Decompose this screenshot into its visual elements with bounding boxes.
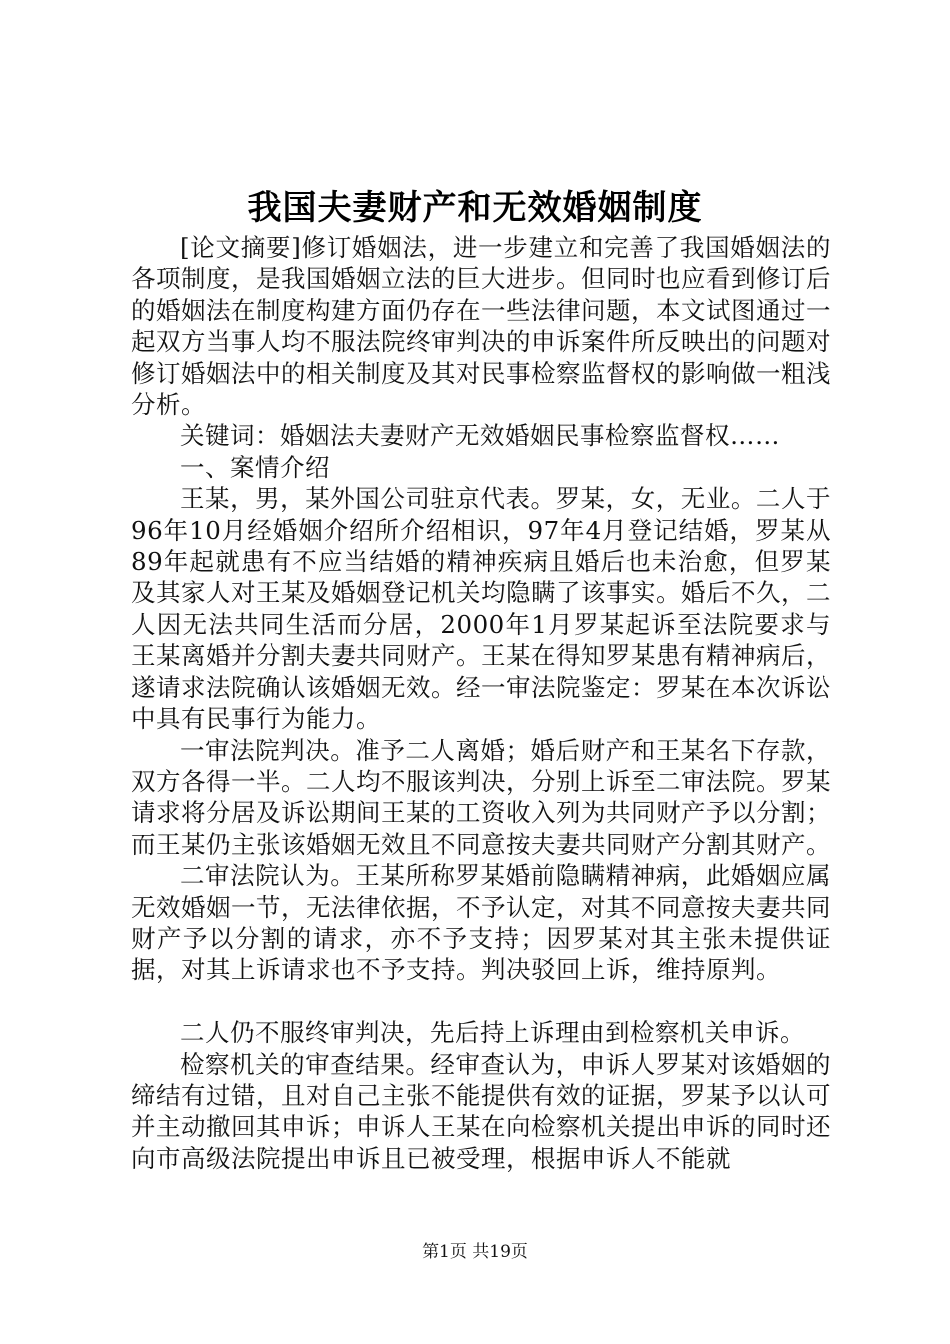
body-paragraph: 一审法院判决。准予二人离婚；婚后财产和王某名下存款，双方各得一半。二人均不服该判决，分别上诉至二审法院。罗某请求将分居及诉讼期间王某的工资收入列为共同财产予以分割；而王某仍主张该婚姻无效且不同意按夫妻共同财产分割其财产。 bbox=[131, 735, 831, 859]
page-number-footer: 第1页 共19页 bbox=[422, 1242, 528, 1262]
body-paragraph: 检察机关的审查结果。经审查认为，申诉人罗某对该婚姻的缔结有过错，且对自己主张不能提供有效的证据，罗某予以认可并主动撤回其申诉；申诉人王某在向检察机关提出申诉的同时还向市高级法院提出申诉且已被受理，根据申诉人不能就 bbox=[131, 1049, 831, 1173]
body-paragraph: 王某，男，某外国公司驻京代表。罗某，女，无业。二人于96年10月经婚姻介绍所介绍相识，97年4月登记结婚，罗某从89年起就患有不应当结婚的精神疾病且婚后也未治愈，但罗某及其家人对王某及婚姻登记机关均隐瞒了该事实。婚后不久，二人因无法共同生活而分居，2000年1月罗某起诉至法院要求与王某离婚并分割夫妻共同财产。王某在得知罗某患有精神病后，遂请求法院确认该婚姻无效。经一审法院鉴定：罗某在本次诉讼中具有民事行为能力。 bbox=[131, 484, 831, 734]
document-title: 我国夫妻财产和无效婚姻制度 bbox=[247, 188, 703, 228]
keywords-paragraph: 关键词：婚姻法夫妻财产无效婚姻民事检察监督权…… bbox=[180, 421, 780, 451]
abstract-paragraph: [论文摘要]修订婚姻法，进一步建立和完善了我国婚姻法的各项制度，是我国婚姻立法的巨大进步。但同时也应看到修订后的婚姻法在制度构建方面仍存在一些法律问题，本文试图通过一起双方当事人均不服法院终审判决的申诉案件所反映出的问题对修订婚姻法中的相关制度及其对民事检察监督权的影响做一粗浅分析。 bbox=[131, 233, 831, 420]
body-paragraph: 二人仍不服终审判决，先后持上诉理由到检察机关申诉。 bbox=[180, 1018, 805, 1048]
body-paragraph: 二审法院认为。王某所称罗某婚前隐瞒精神病，此婚姻应属无效婚姻一节，无法律依据，不予认定，对其不同意按夫妻共同财产予以分割的请求，亦不予支持；因罗某对其主张未提供证据，对其上诉请求也不予支持。判决驳回上诉，维持原判。 bbox=[131, 861, 831, 985]
document-body bbox=[131, 232, 831, 1174]
section-heading: 一、案情介绍 bbox=[180, 452, 330, 482]
